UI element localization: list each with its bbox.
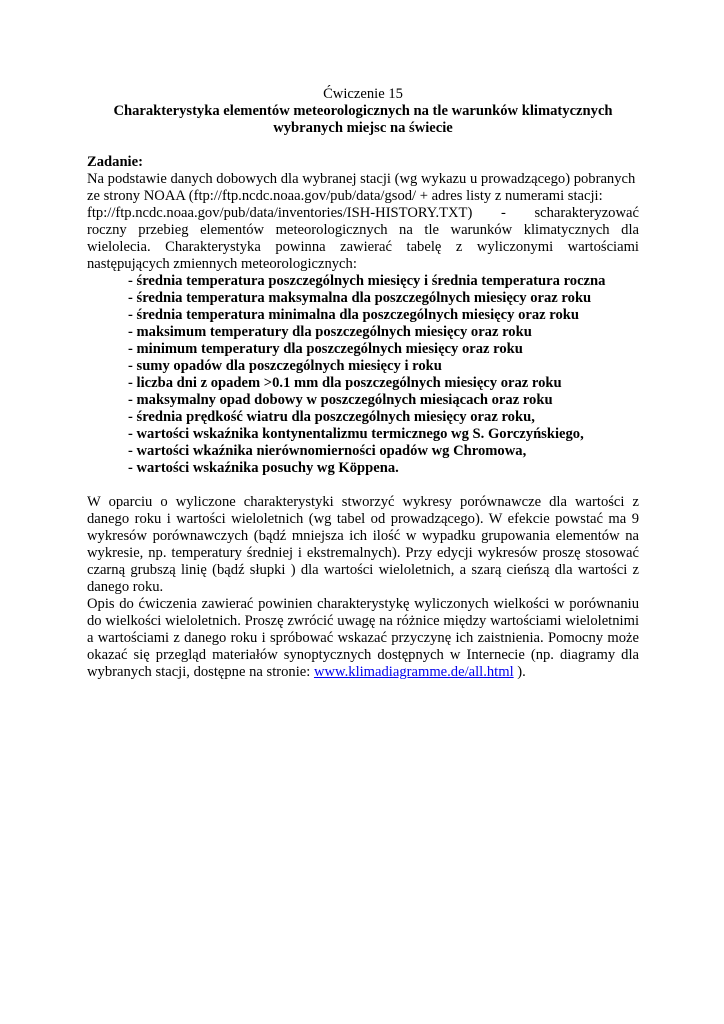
spacer xyxy=(87,137,639,154)
list-item: - minimum temperatury dla poszczególnych miesięcy oraz roku xyxy=(128,341,523,357)
description-text: Opis do ćwiczenia zawierać powinien charakterystykę wyliczonych wielkości w porównaniu do wielkości wieloletnich. Proszę zwrócić uwagę na różnice między wartościami wieloletnimi a wartościami z danego roku i spróbować wskazać przyczynę ich zaistnienia. Pomocny może okazać się przegląd materiałów synoptycznych dostępnych w Internecie (np. diagramy dla wybranych stacji, dostępne na stronie: xyxy=(87,596,639,680)
inventory-url: ftp://ftp.ncdc.noaa.gov/pub/data/inventories/ISH-HISTORY.TXT) xyxy=(87,205,473,221)
document-title-line-1: Charakterystyka elementów meteorologicznych na tle warunków klimatycznych xyxy=(113,103,613,119)
list-item: - średnia temperatura maksymalna dla poszczególnych miesięcy oraz roku xyxy=(128,290,592,306)
spacer xyxy=(87,477,639,494)
document-title-line-2: wybranych miejsc na świecie xyxy=(273,120,453,136)
list-item: - wartości wskaźnika posuchy wg Köppena. xyxy=(128,460,399,476)
klimadiagramme-link[interactable]: www.klimadiagramme.de/all.html xyxy=(313,664,514,680)
description-paragraph xyxy=(87,596,639,681)
document-page xyxy=(87,86,639,681)
intro-paragraph: roczny przebieg elementów meteorologicznych na tle warunków klimatycznych dla wielolecia. Charakterystyka powinna zawierać tabelę z wyliczonymi wartościami następujących zmiennych meteorologicznych: xyxy=(87,222,639,272)
list-item: - maksymalny opad dobowy w poszczególnych miesiącach oraz roku xyxy=(128,392,553,408)
variables-list xyxy=(87,273,639,477)
intro-line-1: Na podstawie danych dobowych dla wybranej stacji (wg wykazu u prowadzącego) pobranych xyxy=(87,171,636,187)
list-item: - średnia temperatura poszczególnych miesięcy i średnia temperatura roczna xyxy=(128,273,606,289)
intro-line-3 xyxy=(87,205,639,222)
list-item: - wartości wskaźnika kontynentalizmu termicznego wg S. Gorczyńskiego, xyxy=(128,426,584,442)
exercise-number: Ćwiczenie 15 xyxy=(323,86,403,102)
intro-line-2: ze strony NOAA (ftp://ftp.ncdc.noaa.gov/pub/data/gsod/ + adres listy z numerami stacji: xyxy=(87,188,603,204)
list-item: - liczba dni z opadem >0.1 mm dla poszczególnych miesięcy oraz roku xyxy=(128,375,562,391)
description-tail: ). xyxy=(513,664,526,680)
list-item: - maksimum temperatury dla poszczególnych miesięcy oraz roku xyxy=(128,324,532,340)
list-item: - średnia temperatura minimalna dla poszczególnych miesięcy oraz roku xyxy=(128,307,580,323)
list-item: - średnia prędkość wiatru dla poszczególnych miesięcy oraz roku, xyxy=(128,409,535,425)
charts-paragraph: W oparciu o wyliczone charakterystyki stworzyć wykresy porównawcze dla wartości z danego roku i wartości wieloletnich (wg tabel od prowadzącego). W efekcie powstać ma 9 wykresów porównawczych (bądź mniejsza ich ilość w wypadku grupowania elementów na wykresie, np. temperatury średniej i ekstremalnych). Przy edycji wykresów proszę stosować czarną grubszą linię (bądź słupki ) dla wartości wieloletnich, a szarą cieńszą dla wartości z danego roku. xyxy=(87,494,639,595)
task-heading: Zadanie: xyxy=(87,154,143,170)
list-item: - wartości wkaźnika nierównomierności opadów wg Chromowa, xyxy=(128,443,527,459)
intro-line-3-end: scharakteryzować xyxy=(534,205,639,221)
intro-dash: - xyxy=(500,205,506,221)
list-item: - sumy opadów dla poszczególnych miesięcy i roku xyxy=(128,358,442,374)
